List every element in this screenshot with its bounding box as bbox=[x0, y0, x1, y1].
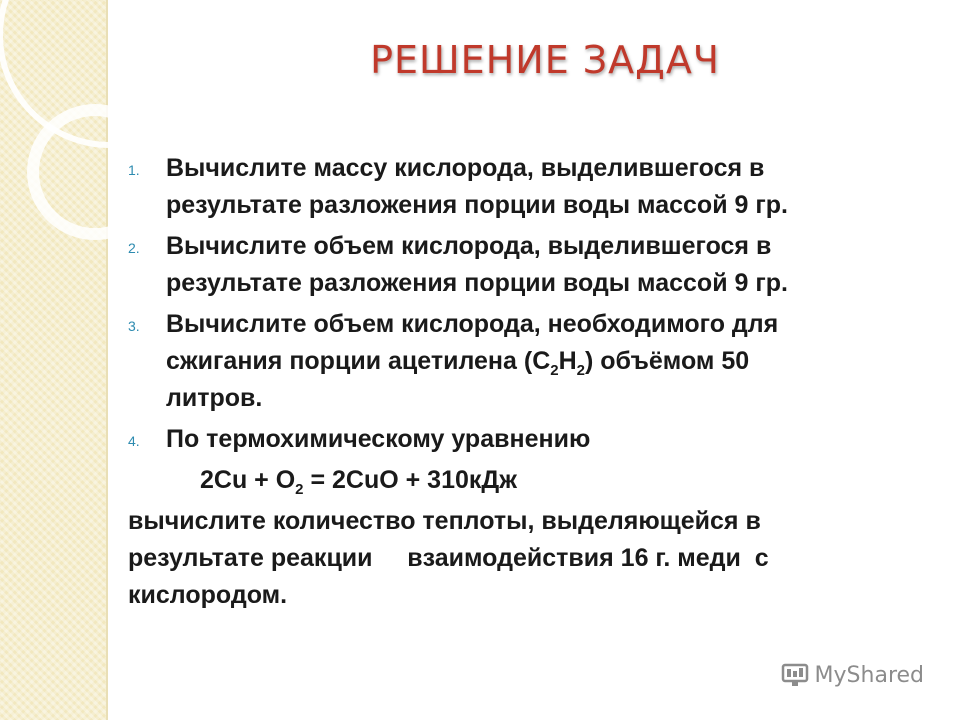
task-item-3 bbox=[128, 306, 908, 417]
slide-title: РЕШЕНИЕ ЗАДАЧ bbox=[370, 38, 720, 82]
band-divider bbox=[106, 0, 108, 720]
task-text-line: Вычислите массу кислорода, выделившегося в bbox=[166, 154, 765, 182]
thermochemical-equation bbox=[128, 462, 908, 499]
task-list bbox=[128, 150, 908, 614]
task-text-line: вычислите количество теплоты, выделяющейся в bbox=[128, 507, 761, 535]
item-number: 1. bbox=[128, 162, 140, 178]
watermark-text: MyShared bbox=[814, 662, 924, 688]
text-part: сжигания порции ацетилена (С bbox=[166, 347, 551, 375]
task-text-line: результате разложения порции воды массой 9 гр. bbox=[166, 191, 788, 219]
watermark bbox=[781, 662, 924, 688]
item-number: 3. bbox=[128, 318, 140, 334]
task-item-4 bbox=[128, 421, 908, 458]
task-text-line: Вычислите объем кислорода, необходимого для bbox=[166, 310, 779, 338]
task-text-line-formula bbox=[166, 343, 908, 380]
text-part: Н bbox=[558, 347, 577, 375]
item-number: 4. bbox=[128, 433, 140, 449]
item-number: 2. bbox=[128, 240, 140, 256]
text-part: ) объёмом 50 bbox=[585, 347, 750, 375]
subscript: 2 bbox=[295, 481, 304, 498]
task-text-line: Вычислите объем кислорода, выделившегося в bbox=[166, 232, 772, 260]
task-text-line: результате реакции взаимодействия 16 г. меди с bbox=[128, 544, 769, 572]
task-item-1 bbox=[128, 150, 908, 224]
task-text-line: По термохимическому уравнению bbox=[166, 425, 591, 453]
task-text-line: кислородом. bbox=[128, 581, 288, 609]
task-text-line: результате разложения порции воды массой 9 гр. bbox=[166, 269, 788, 297]
subscript: 2 bbox=[550, 362, 559, 379]
equation-part: = 2CuO + 310кДж bbox=[303, 466, 517, 494]
subscript: 2 bbox=[576, 362, 586, 379]
task-4-continuation bbox=[128, 503, 908, 614]
equation-part: 2Cu + O bbox=[200, 466, 296, 494]
task-text-line: литров. bbox=[166, 384, 263, 412]
task-item-2 bbox=[128, 228, 908, 302]
left-decorative-band bbox=[0, 0, 106, 720]
mystared-logo-icon bbox=[781, 662, 809, 688]
